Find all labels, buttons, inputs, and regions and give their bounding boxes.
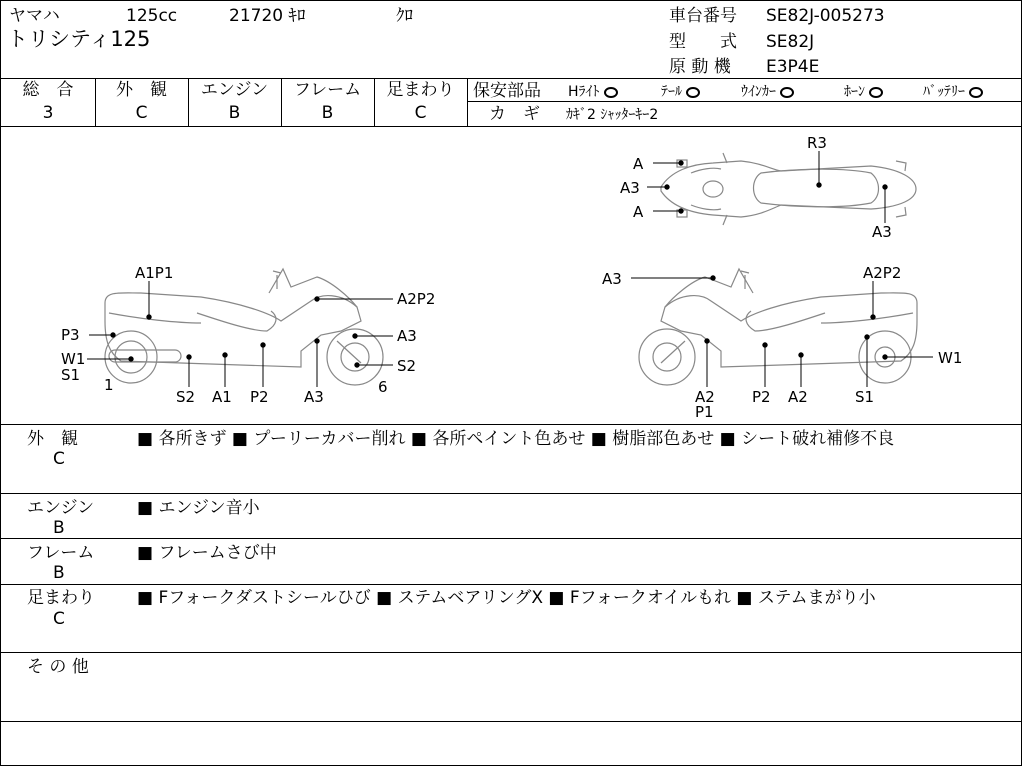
ok-mark-icon — [780, 87, 794, 98]
ok-mark-icon — [969, 87, 983, 98]
diagram-label: P3 — [61, 326, 80, 344]
diagram-label: S2 — [397, 357, 417, 375]
type-label: 型 式 — [669, 32, 737, 52]
grade-exterior-label: 外 観 — [116, 80, 167, 100]
scooter-left-view — [105, 269, 383, 385]
diagram-label: A — [633, 155, 644, 173]
maker: ヤマハ — [9, 6, 60, 26]
frame-no: SE82J-005273 — [766, 6, 885, 26]
note-engine-text: ■ エンジン音小 — [137, 498, 260, 518]
displacement: 125cc — [126, 6, 178, 26]
body-color: ｸﾛ — [396, 6, 413, 26]
ok-mark-icon — [686, 87, 700, 98]
note-engine-label: エンジン — [27, 498, 95, 518]
note-frame-text: ■ フレームさび中 — [137, 543, 277, 563]
diagram-label: R3 — [807, 134, 827, 152]
safety-horn: ﾎｰﾝ — [844, 82, 883, 102]
diagram-label: A3 — [602, 270, 622, 288]
key-value: ｶｷﾞ2 ｼｬｯﾀｰｷｰ2 — [566, 107, 659, 123]
divider — [1, 78, 1021, 79]
ok-mark-icon — [604, 87, 618, 98]
model-name: トリシティ125 — [7, 27, 151, 51]
safety-winker: ｳｲﾝｶｰ — [741, 82, 794, 102]
grade-total-label: 総 合 — [22, 80, 74, 100]
note-suspension-label: 足まわり — [27, 588, 95, 608]
scooter-top-view — [661, 153, 916, 225]
diagram-label: W1 — [61, 350, 86, 368]
diagram-label: S1 — [855, 388, 875, 406]
note-suspension-grade: C — [53, 609, 65, 629]
grade-suspension-label: 足まわり — [386, 80, 455, 100]
grade-frame-value: B — [321, 103, 334, 123]
safety-headlight: Hﾗｲﾄ — [568, 82, 618, 102]
note-suspension-text: ■ Fフォークダストシールひび ■ ステムベアリングX ■ Fフォークオイルもれ ■ ステムまがり小 — [137, 588, 876, 608]
engine-label: 原 動 機 — [669, 57, 731, 77]
note-exterior-text: ■ 各所きず ■ プーリーカバー削れ ■ 各所ペイント色あせ ■ 樹脂部色あせ ■ シート破れ補修不良 — [137, 429, 895, 449]
safety-tail: ﾃｰﾙ — [661, 82, 700, 102]
diagram-label: A1P1 — [135, 264, 174, 282]
diagram-label: A3 — [872, 223, 892, 241]
diagram-label: S1 — [61, 366, 81, 384]
safety-battery: ﾊﾞｯﾃﾘｰ — [923, 82, 983, 102]
ok-mark-icon — [869, 87, 883, 98]
diagram-label: A — [633, 203, 644, 221]
diagram-label: P2 — [250, 388, 269, 406]
diagram-label: A3 — [620, 179, 640, 197]
diagram-label: A2P2 — [863, 264, 902, 282]
note-exterior-label: 外 観 — [27, 429, 78, 449]
safety-title: 保安部品 — [473, 81, 541, 101]
engine-value: E3P4E — [766, 57, 820, 77]
grade-frame-label: フレーム — [293, 80, 362, 100]
note-frame-label: フレーム — [27, 543, 95, 563]
diagram-label: 1 — [104, 376, 114, 394]
grade-suspension-value: C — [414, 103, 427, 123]
diagram-label: A2 — [695, 388, 715, 406]
note-engine-grade: B — [53, 518, 65, 538]
diagram-label: 6 — [378, 378, 388, 396]
note-frame-grade: B — [53, 563, 65, 583]
note-exterior-grade: C — [53, 449, 65, 469]
note-other-label: そ の 他 — [27, 657, 89, 677]
diagram-label: A2P2 — [397, 290, 436, 308]
key-label: カ ギ — [489, 104, 540, 124]
scooter-right-view — [639, 269, 917, 385]
diagram-label: P2 — [752, 388, 771, 406]
diagram-label: A3 — [397, 327, 417, 345]
type-value: SE82J — [766, 32, 815, 52]
diagram-label: A3 — [304, 388, 324, 406]
diagram-label: S2 — [176, 388, 196, 406]
diagram-label: W1 — [938, 349, 963, 367]
diagram-label: A1 — [212, 388, 232, 406]
grade-engine-value: B — [228, 103, 241, 123]
damage-diagram — [1, 127, 1021, 423]
diagram-label: P1 — [695, 403, 714, 421]
mileage: 21720 ｷﾛ — [229, 6, 306, 26]
frame-no-label: 車台番号 — [669, 6, 737, 26]
grade-total-value: 3 — [42, 103, 54, 123]
grade-engine-label: エンジン — [200, 80, 269, 100]
grade-exterior-value: C — [135, 103, 148, 123]
diagram-label: A2 — [788, 388, 808, 406]
